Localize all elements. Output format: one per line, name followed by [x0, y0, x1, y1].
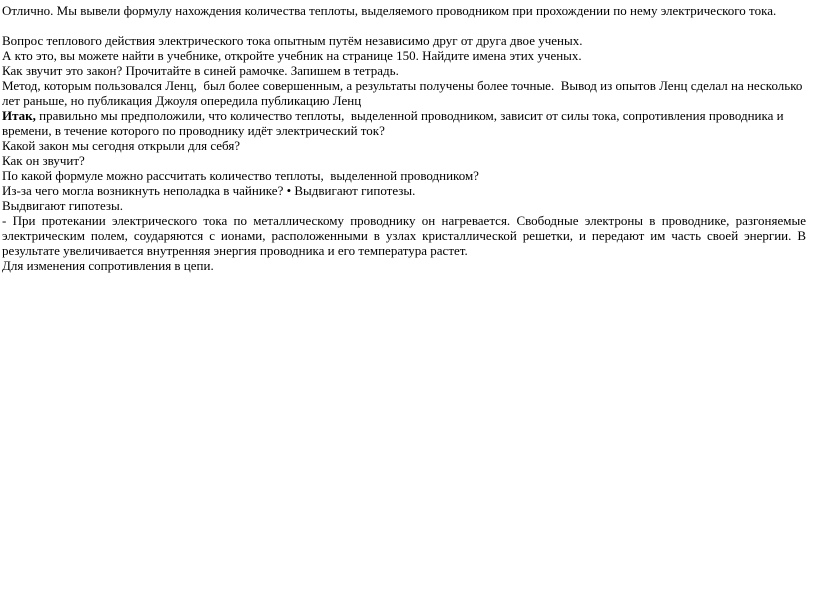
hypotheses-line: Выдвигают гипотезы. — [2, 198, 123, 213]
resistance-note-line: Для изменения сопротивления в цепи. — [2, 258, 214, 273]
conclusion-emphasis: Итак, — [2, 108, 36, 123]
dialog-line-formula-question: По какой формуле можно рассчитать количество теплоты, выделенной проводником? — [2, 168, 479, 183]
dialog-line-how-it-sounds: Как он звучит? — [2, 153, 85, 168]
explanation-paragraph: - При протекании электрического тока по металлическому проводнику он нагревается. Свободные электроны в проводнике, разгоняемые электрическим полем, соударяются с ионами, расположенными в узлах кристаллической решетки, и передают им часть своей энергии. В результате увеличивается внутренняя энергия проводника и его температура растет. — [2, 213, 806, 258]
intro-paragraph: Отлично. Мы вывели формулу нахождения количества теплоты, выделяемого проводником при прохождении по нему электрического тока. — [2, 3, 777, 18]
conclusion-text: правильно мы предположили, что количество теплоты, выделенной проводником, зависит от силы тока, сопротивления проводника и времени, в течение которого по проводнику идёт электрический ток? — [2, 108, 787, 138]
dialog-line-lenz-method: Метод, которым пользовался Ленц, был более совершенным, а результаты получены более точные. Вывод из опытов Ленц сделал на несколько лет раньше, но публикация Джоуля опередила публикацию Ленц — [2, 78, 806, 108]
dialog-line-kettle-question: Из-за чего могла возникнуть неполадка в чайнике? • Выдвигают гипотезы. — [2, 183, 416, 198]
dialog-line-conclusion — [2, 108, 806, 138]
dialog-line-textbook-page: А кто это, вы можете найти в учебнике, откройте учебник на странице 150. Найдите имена этих ученых. — [2, 48, 582, 63]
dialog-line-law-wording: Как звучит это закон? Прочитайте в синей рамочке. Запишем в тетрадь. — [2, 63, 399, 78]
dialog-block — [2, 33, 806, 198]
dialog-line-question-scientists: Вопрос теплового действия электрического тока опытным путём независимо друг от друга двое ученых. — [2, 33, 583, 48]
dialog-line-which-law: Какой закон мы сегодня открыли для себя? — [2, 138, 241, 153]
